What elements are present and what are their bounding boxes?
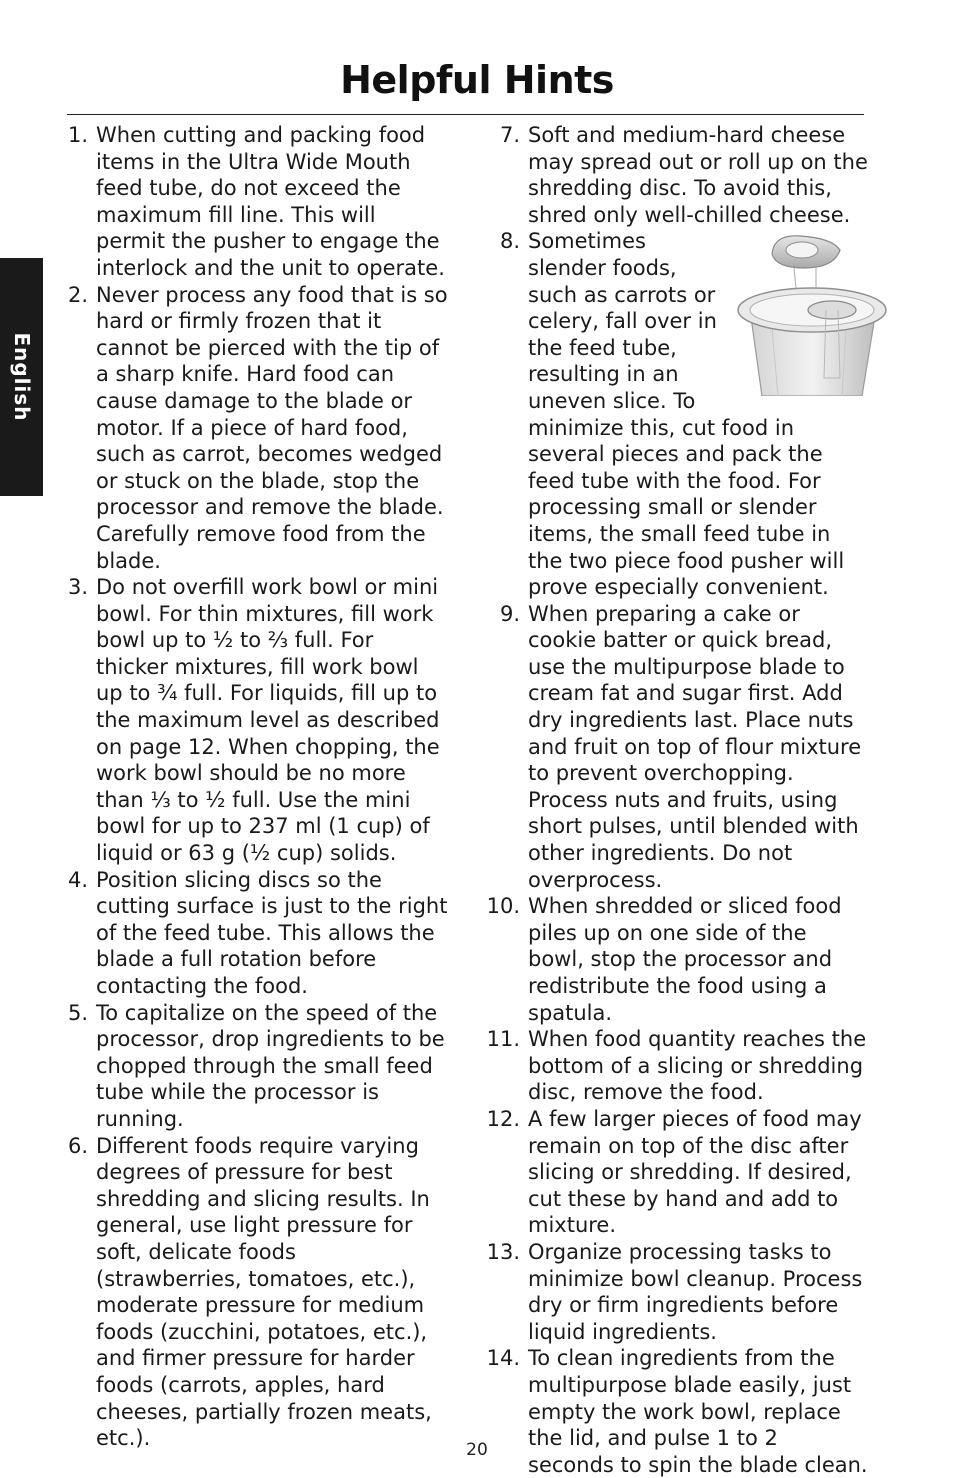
hint-text: Different foods require varying degrees of pressure for best shredding and slicing results. In general, use light pressure for soft, delicate foods (strawberries, tomatoes, etc.), moderate pressure for medium foods (zucchini, potatoes, etc.), and firmer pressure for harder foods (carrots, apples, hard cheeses, partially frozen meats, etc.).	[96, 1133, 432, 1451]
page-number: 20	[466, 1440, 488, 1460]
hint-text: Soft and medium-hard cheese may spread out or roll up on the shredding disc. To avoid this, shred only well-chilled cheese.	[528, 123, 868, 227]
hint-item	[486, 601, 868, 894]
hints-list-left	[64, 122, 448, 1452]
hint-item	[486, 122, 868, 228]
hint-number: 8.	[499, 229, 520, 254]
hint-item	[64, 867, 448, 1000]
hint-text: When food quantity reaches the bottom of a slicing or shredding disc, remove the food.	[528, 1027, 867, 1105]
food-pusher-illustration	[730, 228, 890, 396]
hint-item	[64, 1133, 448, 1452]
hint-number: 4.	[67, 867, 88, 892]
hint-item	[486, 1239, 868, 1345]
hint-text: When preparing a cake or cookie batter or quick bread, use the multipurpose blade to cream fat and sugar first. Add dry ingredients last. Place nuts and fruit on top of flour mixture to prevent overchopping. Process nuts and fruits, using short pulses, until blended with other ingredients. Do not overprocess.	[528, 601, 862, 892]
hint-text: Organize processing tasks to minimize bowl cleanup. Process dry or firm ingredients before liquid ingredients.	[528, 1239, 863, 1344]
hint-text: When cutting and packing food items in the Ultra Wide Mouth feed tube, do not exceed the maximum fill line. This will permit the pusher to engage the interlock and the unit to operate.	[96, 123, 445, 280]
hint-number: 2.	[67, 282, 88, 307]
hints-list-right	[486, 122, 868, 1478]
language-tab-label: English	[9, 332, 34, 422]
hint-item	[64, 574, 448, 867]
hint-number: 10.	[486, 894, 520, 919]
title-divider	[67, 114, 864, 115]
hint-item	[486, 893, 868, 1026]
hint-number: 13.	[486, 1239, 520, 1264]
hint-text: A few larger pieces of food may remain on top of the disc after slicing or shredding. If desired, cut these by hand and add to mixture.	[528, 1106, 862, 1238]
hint-text: To capitalize on the speed of the processor, drop ingredients to be chopped through the small feed tube while the processor is running.	[96, 1000, 445, 1131]
language-tab	[0, 258, 43, 496]
hint-text: Never process any food that is so hard or firmly frozen that it cannot be pierced with the tip of a sharp knife. Hard food can cause damage to the blade or motor. If a piece of hard food, such as carrot, becomes wedged or stuck on the blade, stop the processor and remove the blade. Carefully remove food from the blade.	[96, 282, 448, 573]
hint-text: To clean ingredients from the multipurpose blade easily, just empty the work bowl, replace the lid, and pulse 1 to 2 seconds to spin the blade clean.	[528, 1346, 868, 1477]
hint-item	[64, 282, 448, 575]
hint-number: 9.	[499, 601, 520, 626]
hint-item	[64, 1000, 448, 1133]
hint-number: 7.	[499, 123, 520, 147]
hint-number: 6.	[67, 1133, 88, 1158]
hint-text: Do not overfill work bowl or mini bowl. For thin mixtures, fill work bowl up to ½ to ⅔ full. For thicker mixtures, fill work bowl up to ¾ full. For liquids, fill up to the maximum level as described on page 12. When chopping, the work bowl should be no more than ⅓ to ½ full. Use the mini bowl for up to 237 ml (1 cup) of liquid or 63 g (½ cup) solids.	[96, 575, 440, 866]
hint-number: 1.	[67, 123, 88, 147]
page-title: Helpful Hints	[340, 58, 614, 102]
hint-text: Sometimes slender foods, such as carrots or celery, fall over in the feed tube, resulting in an uneven slice. To minimize this, cut food in several pieces and pack the feed tube with the food. For processing small or slender items, the small feed tube in the two piece food pusher will prove especially convenient.	[528, 229, 845, 600]
hint-item	[486, 228, 868, 600]
hint-number: 5.	[67, 1000, 88, 1025]
hint-text: Position slicing discs so the cutting surface is just to the right of the feed tube. This allows the blade a full rotation before contacting the food.	[96, 867, 448, 998]
hint-number: 12.	[486, 1106, 520, 1131]
hint-item	[486, 1026, 868, 1106]
hint-item	[486, 1106, 868, 1239]
hint-number: 3.	[67, 575, 88, 600]
hint-text: When shredded or sliced food piles up on one side of the bowl, stop the processor and redistribute the food using a spatula.	[528, 894, 842, 1025]
hint-number: 14.	[486, 1346, 520, 1371]
hint-item	[64, 122, 448, 282]
hint-number: 11.	[486, 1027, 520, 1052]
